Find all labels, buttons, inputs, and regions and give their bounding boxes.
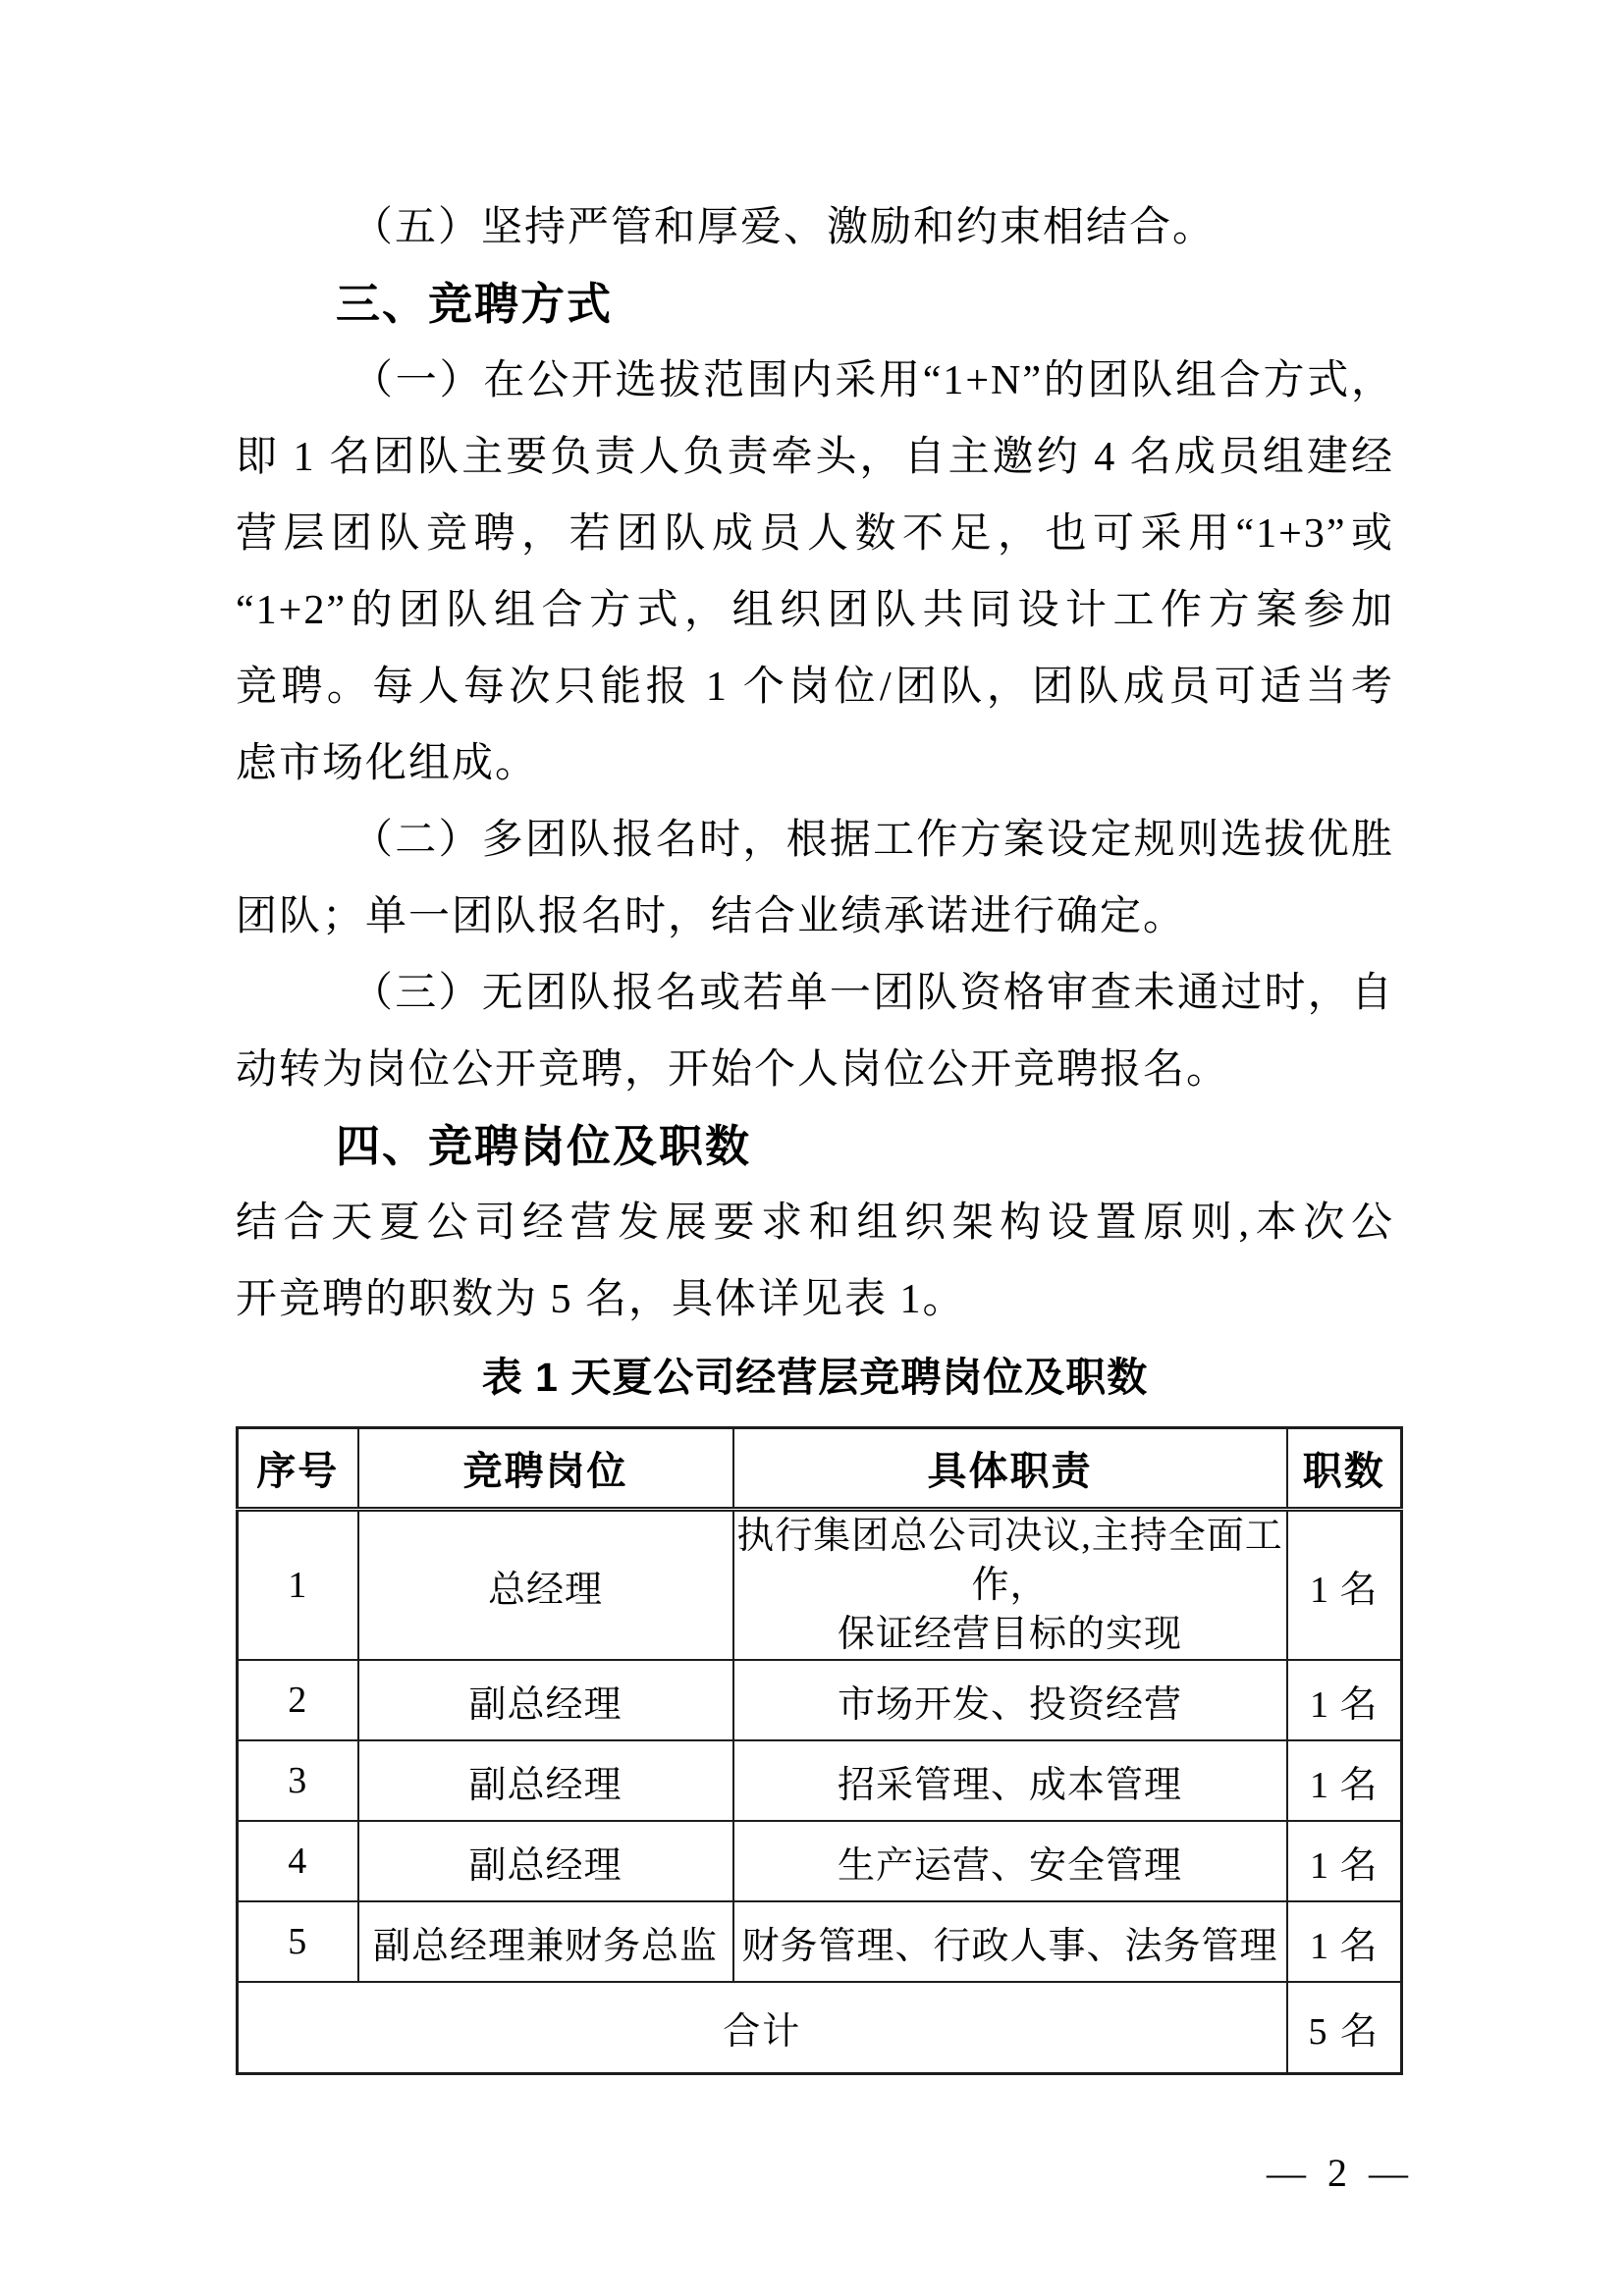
text-line: （二）多团队报名时，根据工作方案设定规则选拔优胜 (352, 818, 1394, 863)
cell-no: 5 (238, 1901, 358, 1982)
header-cell-no: 序号 (238, 1428, 358, 1510)
table-row (238, 1660, 1402, 1740)
cell-duty: 生产运营、安全管理 (733, 1821, 1287, 1901)
cell-duty: 市场开发、投资经营 (733, 1660, 1287, 1740)
text-line: 虑市场化组成。 (236, 741, 539, 786)
text-line: 竞聘。每人每次只能报 1 个岗位/团队，团队成员可适当考 (236, 665, 1394, 710)
footer-label-cell: 合计 (238, 1982, 1287, 2074)
table-row (238, 1901, 1402, 1982)
footer-count-cell: 5 名 (1287, 1982, 1402, 2074)
positions-table (236, 1426, 1403, 2075)
header-cell-duty: 具体职责 (733, 1428, 1287, 1510)
cell-post: 副总经理兼财务总监 (358, 1901, 733, 1982)
paragraph-four (236, 1185, 1394, 1338)
text-line: （一）在公开选拔范围内采用“1+N”的团队组合方式， (352, 358, 1394, 403)
table-row (238, 1821, 1402, 1901)
cell-no: 1 (238, 1510, 358, 1661)
text-line: 团队；单一团队报名时，结合业绩承诺进行确定。 (236, 894, 1187, 939)
text-line: 结合天夏公司经营发展要求和组织架构设置原则,本次公 (236, 1201, 1394, 1246)
paragraph-one (236, 343, 1394, 802)
paragraph-item-five: （五）坚持严管和厚爱、激励和约束相结合。 (352, 205, 1217, 250)
table-row (238, 1510, 1402, 1661)
paragraph-two (236, 802, 1394, 955)
text-line: 营层团队竞聘，若团队成员人数不足，也可采用“1+3”或 (236, 511, 1394, 557)
cell-duty: 财务管理、行政人事、法务管理 (733, 1901, 1287, 1982)
text-line: 动转为岗位公开竞聘，开始个人岗位公开竞聘报名。 (236, 1047, 1230, 1093)
table-footer-row (238, 1982, 1402, 2074)
cell-duty: 招采管理、成本管理 (733, 1740, 1287, 1821)
duty-line: 保证经营目标的实现 (837, 1614, 1182, 1655)
text-line: “1+2”的团队组合方式，组织团队共同设计工作方案参加 (236, 588, 1394, 633)
cell-post: 副总经理 (358, 1740, 733, 1821)
table-title: 表 1 天夏公司经营层竞聘岗位及职数 (481, 1355, 1149, 1400)
cell-no: 2 (238, 1660, 358, 1740)
document-body (236, 189, 1394, 2075)
table-header-row (238, 1428, 1402, 1510)
section-heading-three: 三、竞聘方式 (336, 279, 614, 329)
cell-no: 3 (238, 1740, 358, 1821)
cell-post: 副总经理 (358, 1821, 733, 1901)
text-line: （三）无团队报名或若单一团队资格审查未通过时，自 (352, 971, 1394, 1016)
cell-count: 1 名 (1287, 1510, 1402, 1661)
cell-no: 4 (238, 1821, 358, 1901)
text-line: 开竞聘的职数为 5 名，具体详见表 1。 (236, 1277, 966, 1322)
cell-count: 1 名 (1287, 1901, 1402, 1982)
header-cell-post: 竞聘岗位 (358, 1428, 733, 1510)
paragraph-three (236, 955, 1394, 1108)
header-cell-count: 职数 (1287, 1428, 1402, 1510)
cell-count: 1 名 (1287, 1660, 1402, 1740)
section-heading-four: 四、竞聘岗位及职数 (336, 1121, 752, 1171)
page-number: — 2 — (1267, 2151, 1414, 2195)
duty-line: 执行集团总公司决议,主持全面工作， (736, 1516, 1283, 1606)
text-line: 即 1 名团队主要负责人负责牵头，自主邀约 4 名成员组建经 (236, 435, 1394, 480)
cell-duty (733, 1510, 1287, 1661)
cell-count: 1 名 (1287, 1821, 1402, 1901)
cell-post: 副总经理 (358, 1660, 733, 1740)
cell-count: 1 名 (1287, 1740, 1402, 1821)
cell-post: 总经理 (358, 1510, 733, 1661)
table-row (238, 1740, 1402, 1821)
